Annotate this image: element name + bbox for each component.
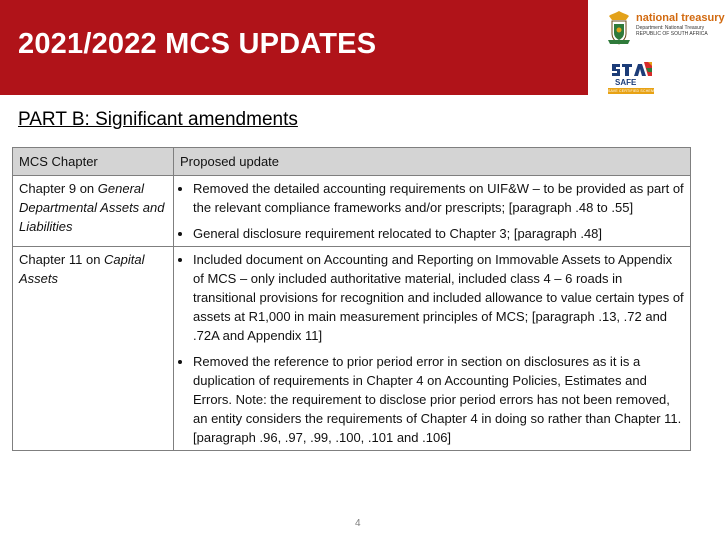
table-row (13, 176, 691, 247)
chapter-cell (13, 247, 174, 451)
safe-logo (608, 58, 660, 96)
page-number: 4 (355, 518, 361, 529)
safe-label: SAFE (615, 78, 637, 87)
treasury-name: national treasury (636, 12, 725, 24)
update-bullet: • Included document on Accounting and Reporting on Immovable Assets to Appendix of MCS – only included authoritative material, included class 4 – 6 roads in transitional provisions for recognition and included allowance to value certain types of assets at R1,000 in main measurement principles of MCS; [paragraph .13, .72 and .72A and Appendix 11] (193, 250, 684, 345)
coat-of-arms-icon (606, 10, 632, 46)
slide-title: 2021/2022 MCS UPDATES (18, 28, 377, 60)
chapter-prefix: Chapter 11 on (19, 252, 105, 267)
update-bullet: • Removed the reference to prior period error in section on disclosures as it is a duplication of requirements in Chapter 4 on Accounting Policies, Estimates and Errors. Note: the requirement to disclose prior period errors has not been removed, an entity considers the requirements of Chapter 4 in doing so rather than Chapter 11. [paragraph .96, .97, .99, .100, .101 and .106] (193, 352, 684, 447)
treasury-subtitle: Department: National Treasury REPUBLIC OF SOUTH AFRICA (636, 25, 708, 37)
chapter-title: Capital Assets (19, 252, 145, 286)
section-heading: PART B: Significant amendments (18, 109, 298, 130)
title-bar (0, 0, 588, 95)
table-header-row (13, 148, 691, 176)
update-bullet: • General disclosure requirement relocated to Chapter 3; [paragraph .48] (193, 224, 684, 243)
safe-tagline: SAVE CERTIFIED SCHEMES (608, 89, 660, 93)
update-bullet: • Removed the detailed accounting requirements on UIF&W – to be provided as part of the relevant compliance frameworks and/or prescripts; [paragraph .48 to .55] (193, 179, 684, 217)
amendments-table (12, 147, 691, 451)
star-safe-icon (608, 58, 654, 80)
chapter-cell (13, 176, 174, 247)
update-cell (174, 176, 691, 247)
chapter-prefix: Chapter 9 on (19, 181, 98, 196)
table-row (13, 247, 691, 451)
header-mcs-chapter: MCS Chapter (13, 148, 174, 176)
national-treasury-logo (606, 8, 725, 50)
header-proposed-update: Proposed update (174, 148, 691, 176)
update-cell (174, 247, 691, 451)
chapter-title: General Departmental Assets and Liabilities (19, 181, 165, 234)
